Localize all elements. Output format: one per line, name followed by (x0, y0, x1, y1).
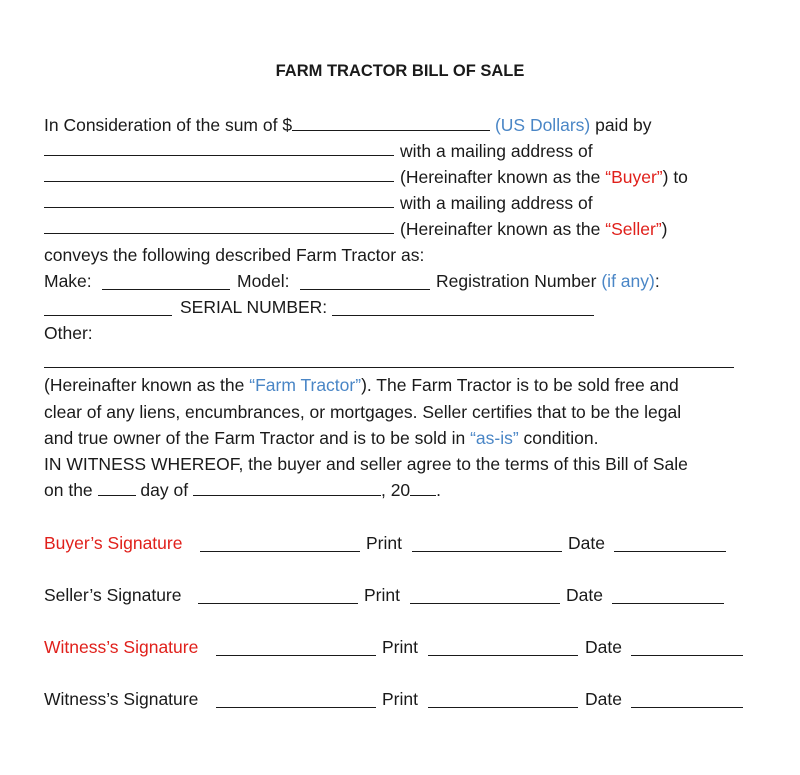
buyer-signature-field[interactable] (200, 551, 360, 552)
seller-designation-prefix: (Hereinafter known as the (400, 219, 606, 239)
registration-hint: (if any) (601, 271, 655, 291)
seller-print-field[interactable] (410, 603, 560, 604)
registration-label-group (436, 270, 660, 292)
consideration-prefix: In Consideration of the sum of $ (44, 115, 293, 135)
witness-signature-label-1: Witness’s Signature (44, 637, 199, 657)
registration-field[interactable] (44, 315, 172, 316)
date-line (44, 479, 441, 501)
seller-print-label: Print (364, 585, 400, 605)
witness-signature-field-2[interactable] (216, 707, 376, 708)
para1-prefix: (Hereinafter known as the (44, 375, 250, 395)
witness-signature-field-1[interactable] (216, 655, 376, 656)
year-field[interactable] (410, 479, 436, 496)
buyer-date-label: Date (568, 533, 605, 553)
month-field[interactable] (193, 479, 381, 496)
buyer-designation (400, 166, 688, 188)
seller-date-field[interactable] (612, 603, 724, 604)
buyer-print-label: Print (366, 533, 402, 553)
on-the-label: on the (44, 480, 93, 500)
witness-print-field-1[interactable] (428, 655, 578, 656)
other-field[interactable] (44, 367, 734, 368)
para3-prefix: and true owner of the Farm Tractor and is to be sold in (44, 428, 471, 448)
witness-date-label-2: Date (585, 689, 622, 709)
model-field[interactable] (300, 289, 430, 290)
buyer-designation-prefix: (Hereinafter known as the (400, 167, 606, 187)
seller-designation (400, 218, 667, 240)
witness-print-field-2[interactable] (428, 707, 578, 708)
make-field[interactable] (102, 289, 230, 290)
mailing-address-label-1: with a mailing address of (400, 141, 593, 161)
mailing-address-label-2: with a mailing address of (400, 193, 593, 213)
registration-label: Registration Number (436, 271, 602, 291)
seller-designation-suffix: ) (661, 219, 668, 239)
paragraph-line-2: clear of any liens, encumbrances, or mortgages. Seller certifies that to be the legal (44, 402, 682, 422)
paragraph-line-3 (44, 427, 598, 449)
consideration-line (44, 114, 652, 136)
conveys-text: conveys the following described Farm Tractor as: (44, 245, 425, 265)
buyer-address-field[interactable] (44, 181, 394, 182)
para3-suffix: condition. (518, 428, 599, 448)
day-field[interactable] (98, 479, 136, 496)
other-label: Other: (44, 323, 93, 343)
seller-signature-field[interactable] (198, 603, 358, 604)
date-period: . (436, 480, 442, 500)
buyer-name-field[interactable] (44, 155, 394, 156)
serial-label: SERIAL NUMBER: (180, 297, 328, 317)
seller-name-field[interactable] (44, 207, 394, 208)
currency-label: (US Dollars) (494, 115, 591, 135)
witness-date-field-2[interactable] (631, 707, 743, 708)
registration-colon: : (654, 271, 660, 291)
paragraph-line-1 (44, 374, 679, 396)
seller-address-field[interactable] (44, 233, 394, 234)
farm-tractor-term: “Farm Tractor” (249, 375, 362, 395)
seller-date-label: Date (566, 585, 603, 605)
buyer-print-field[interactable] (412, 551, 562, 552)
witness-whereof-text: IN WITNESS WHEREOF, the buyer and seller agree to the terms of this Bill of Sale (44, 454, 688, 474)
make-label: Make: (44, 271, 92, 291)
serial-field[interactable] (332, 315, 594, 316)
day-of-label: day of (140, 480, 189, 500)
amount-field[interactable] (292, 114, 490, 131)
as-is-term: “as-is” (470, 428, 519, 448)
seller-signature-label: Seller’s Signature (44, 585, 182, 605)
witness-date-label-1: Date (585, 637, 622, 657)
buyer-designation-suffix: ) to (662, 167, 688, 187)
buyer-signature-label: Buyer’s Signature (44, 533, 183, 553)
year-prefix: , 20 (380, 480, 411, 500)
consideration-suffix: paid by (590, 115, 652, 135)
witness-date-field-1[interactable] (631, 655, 743, 656)
buyer-role: “Buyer” (605, 167, 663, 187)
witness-print-label-2: Print (382, 689, 418, 709)
para1-suffix: ). The Farm Tractor is to be sold free and (361, 375, 679, 395)
model-label: Model: (237, 271, 290, 291)
seller-role: “Seller” (605, 219, 662, 239)
buyer-date-field[interactable] (614, 551, 726, 552)
document-title: FARM TRACTOR BILL OF SALE (275, 62, 525, 80)
witness-print-label-1: Print (382, 637, 418, 657)
witness-signature-label-2: Witness’s Signature (44, 689, 199, 709)
